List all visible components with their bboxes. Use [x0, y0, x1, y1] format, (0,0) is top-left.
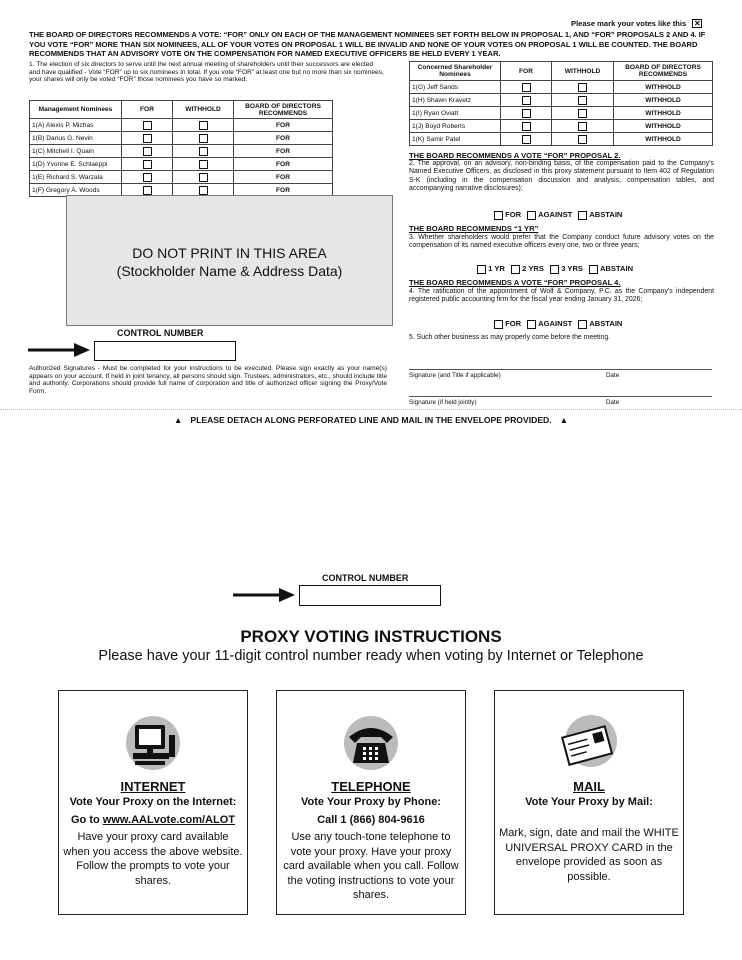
mgmt-nominee-name: 1(B) Darius G. Nevin: [30, 132, 122, 145]
computer-icon: [123, 713, 183, 773]
address-data-label: (Stockholder Name & Address Data): [116, 263, 343, 279]
mail-body: Mark, sign, date and mail the WHITE UNIVERSAL PROXY CARD in the envelope provided as soon as possible.: [499, 827, 679, 883]
mgmt-withhold-cell: [173, 132, 234, 145]
conc-row: [410, 107, 713, 120]
conc-recommendation: WITHHOLD: [614, 120, 713, 133]
mgmt-for-checkbox[interactable]: [143, 160, 152, 169]
concerned-nominees-table: [409, 61, 713, 146]
mgmt-recommendation: FOR: [234, 184, 333, 197]
proposal-4-abstain-checkbox[interactable]: [578, 320, 587, 329]
detach-instruction: [0, 415, 742, 425]
conc-for-checkbox[interactable]: [522, 109, 531, 118]
proposal-3-3yrs-checkbox[interactable]: [550, 265, 559, 274]
mgmt-for-checkbox[interactable]: [143, 134, 152, 143]
telephone-title: TELEPHONE: [331, 779, 411, 794]
internet-url-line: [59, 814, 247, 826]
conc-withhold-cell: [552, 120, 614, 133]
telephone-subtitle: Vote Your Proxy by Phone:: [301, 796, 441, 808]
telephone-body: Use any touch-tone telephone to vote your proxy. Have your proxy card available when you call. Follow the voting instructions to vote your shares.: [283, 831, 459, 901]
proposal-4-head: THE BOARD RECOMMENDS A VOTE “FOR” PROPOSAL 4.: [409, 278, 621, 287]
proposal-4-for-checkbox[interactable]: [494, 320, 503, 329]
signature-2-label: Signature (if held jointly): [409, 399, 477, 406]
proposal-3-text: 3. Whether shareholders would prefer that the Company conduct future advisory votes on the compensation of its named executive officers every one, two or three years;: [409, 234, 714, 250]
mgmt-withhold-checkbox[interactable]: [199, 147, 208, 156]
conc-row: [410, 120, 713, 133]
mgmt-nominee-name: 1(D) Yvonne E. Schlaeppi: [30, 158, 122, 171]
signature-1-date-label: Date: [606, 372, 620, 379]
mgmt-withhold-checkbox[interactable]: [199, 134, 208, 143]
proposal-3-abstain-checkbox[interactable]: [589, 265, 598, 274]
proposal-3-abstain-label: ABSTAIN: [599, 264, 634, 273]
control-number-box-bottom[interactable]: [299, 585, 441, 606]
conc-withhold-cell: [552, 107, 614, 120]
conc-recommendation: WITHHOLD: [614, 107, 713, 120]
proposal-4-text: 4. The ratification of the appointment of Wolf & Company, P.C. as the Company’s independent registered public accounting firm for the fiscal year ending January 31, 2026;: [409, 288, 714, 304]
mgmt-withhold-checkbox[interactable]: [199, 121, 208, 130]
mgmt-for-checkbox[interactable]: [143, 121, 152, 130]
telephone-icon: [341, 713, 401, 773]
mgmt-header-recommends: BOARD OF DIRECTORS RECOMMENDS: [234, 101, 333, 119]
conc-for-cell: [501, 133, 552, 146]
mgmt-row: [30, 171, 333, 184]
detach-text: PLEASE DETACH ALONG PERFORATED LINE AND MAIL IN THE ENVELOPE PROVIDED.: [190, 415, 552, 425]
conc-for-checkbox[interactable]: [522, 122, 531, 131]
mark-example-icon: ✕: [694, 19, 701, 28]
mgmt-recommendation: FOR: [234, 158, 333, 171]
conc-nominee-name: 1(J) Boyd Roberts: [410, 120, 501, 133]
conc-nominee-name: 1(H) Shawn Kravetz: [410, 94, 501, 107]
proposal-3-1yr-label: 1 YR: [488, 264, 505, 273]
proposal-2-for-checkbox[interactable]: [494, 211, 503, 220]
mail-voting-box: [494, 690, 684, 915]
conc-header-recommends: BOARD OF DIRECTORS RECOMMENDS: [614, 62, 713, 81]
address-block-area: [66, 195, 393, 326]
conc-row: [410, 94, 713, 107]
conc-for-cell: [501, 81, 552, 94]
conc-withhold-cell: [552, 133, 614, 146]
conc-header-withhold: WITHHOLD: [552, 62, 614, 81]
proposal-4-against-label: AGAINST: [538, 319, 573, 328]
mgmt-header-for: FOR: [122, 101, 173, 119]
proposal-2-options: [494, 210, 622, 220]
proposal-2-for-label: FOR: [505, 210, 522, 219]
conc-withhold-checkbox[interactable]: [578, 96, 587, 105]
mail-title: MAIL: [573, 779, 605, 794]
proposal-2-against-label: AGAINST: [538, 210, 573, 219]
conc-withhold-checkbox[interactable]: [578, 83, 587, 92]
proposal-5-text: 5. Such other business as may properly come before the meeting.: [409, 334, 611, 341]
control-number-box[interactable]: [94, 341, 236, 361]
proposal-3-3yrs-label: 3 YRS: [561, 264, 583, 273]
mgmt-for-cell: [122, 158, 173, 171]
conc-recommendation: WITHHOLD: [614, 81, 713, 94]
arrow-icon: [233, 588, 295, 607]
up-triangle-icon: ▲: [559, 415, 569, 425]
mgmt-nominee-name: 1(F) Gregory A. Woods: [30, 184, 122, 197]
proposal-4-for-label: FOR: [505, 319, 522, 328]
proposal-2-against-checkbox[interactable]: [527, 211, 536, 220]
internet-voting-box: [58, 690, 248, 915]
conc-recommendation: WITHHOLD: [614, 133, 713, 146]
instructions-title: PROXY VOTING INSTRUCTIONS: [240, 627, 502, 646]
proposal-2-head: THE BOARD RECOMMENDS A VOTE “FOR” PROPOSAL 2.: [409, 151, 621, 160]
mgmt-row: [30, 145, 333, 158]
mgmt-withhold-checkbox[interactable]: [199, 186, 208, 195]
internet-go-to: Go to: [71, 814, 100, 826]
conc-nominee-name: 1(I) Ryan Oviatt: [410, 107, 501, 120]
proposal-4-against-checkbox[interactable]: [527, 320, 536, 329]
mgmt-recommendation: FOR: [234, 145, 333, 158]
mgmt-row: [30, 158, 333, 171]
internet-body: Have your proxy card available when you access the above website. Follow the prompts to vote your shares.: [63, 831, 243, 887]
control-number-label-bottom: CONTROL NUMBER: [322, 573, 409, 583]
conc-for-checkbox[interactable]: [522, 83, 531, 92]
proposal-3-1yr-checkbox[interactable]: [477, 265, 486, 274]
perforation-line: [0, 409, 742, 410]
conc-withhold-cell: [552, 81, 614, 94]
mgmt-recommendation: FOR: [234, 119, 333, 132]
conc-for-cell: [501, 94, 552, 107]
conc-withhold-checkbox[interactable]: [578, 109, 587, 118]
conc-row: [410, 81, 713, 94]
mgmt-row: [30, 119, 333, 132]
proposal-3-2yrs-label: 2 YRS: [522, 264, 544, 273]
mgmt-header-nominees: Management Nominees: [30, 101, 122, 119]
proposal-3-options: [477, 264, 633, 274]
mgmt-withhold-checkbox[interactable]: [199, 160, 208, 169]
conc-row: [410, 133, 713, 146]
proposal-3-head: THE BOARD RECOMMENDS “1 YR”: [409, 224, 539, 233]
proposal-2-abstain-label: ABSTAIN: [589, 210, 623, 219]
mgmt-withhold-cell: [173, 171, 234, 184]
conc-withhold-cell: [552, 94, 614, 107]
conc-withhold-checkbox[interactable]: [578, 135, 587, 144]
mgmt-withhold-cell: [173, 145, 234, 158]
mgmt-nominee-name: 1(E) Richard S. Warzala: [30, 171, 122, 184]
conc-for-checkbox[interactable]: [522, 135, 531, 144]
control-number-label: CONTROL NUMBER: [117, 328, 204, 338]
mgmt-row: [30, 132, 333, 145]
signature-2-date-label: Date: [606, 399, 620, 406]
signature-1-label: Signature (and Title if applicable): [409, 372, 501, 379]
authorized-signatures-text: Authorized Signatures - Must be completed for your instructions to be executed. Please sign exactly as your name(s) appears on your account. If held in joint tenancy, all persons should sign. Trustees, administrators, etc., should include title and authority. Corporations should provide full name of corporation and title of authorized officer signing the Proxy/Vote Form.: [29, 365, 387, 396]
mgmt-for-checkbox[interactable]: [143, 147, 152, 156]
mgmt-nominee-name: 1(A) Alexis P. Michas: [30, 119, 122, 132]
mgmt-for-checkbox[interactable]: [143, 186, 152, 195]
proposal-2-text: 2. The approval, on an advisory, non-binding basis, of the compensation paid to the Company’s Named Executive Officers, as disclosed in this proxy statement pursuant to Item 402 of Regulation S-K (including in the compensation discussion and analysis, compensation tables, and accompanying narrative disclosures);: [409, 160, 714, 193]
telephone-voting-box: [276, 690, 466, 915]
conc-for-cell: [501, 120, 552, 133]
telephone-number[interactable]: Call 1 (866) 804-9616: [317, 814, 425, 826]
management-nominees-table: [29, 100, 333, 197]
conc-header-for: FOR: [501, 62, 552, 81]
mgmt-recommendation: FOR: [234, 132, 333, 145]
proposal-1-text: 1. The election of six directors to serve until the next annual meeting of shareholders until their successors are elected and have qualified - Vote “FOR” up to six nominees in total. If you vote “FOR” at least one but no more than six nominees, your shares will only be voted “FOR” those nominees you have so marked.: [29, 61, 384, 84]
board-header: THE BOARD OF DIRECTORS RECOMMENDS A VOTE: “FOR” ONLY ON EACH OF THE MANAGEMENT NOMINEES SET FORTH BELOW IN PROPOSAL 1, AND “FOR” PROPOSALS 2 AND 4. IF YOU VOTE “FOR” MORE THAN SIX NOMINEES, ALL OF YOUR VOTES ON PROPOSAL 1 WILL BE INVALID AND NONE OF YOUR VOTES ON PROPOSAL 1 WILL BE COUNTED. THE BOARD RECOMMENDS THAT AN ADVISORY VOTE ON THE COMPENSATION FOR NAMED EXECUTIVE OFFICERS BE HELD EVERY 1 YEAR.: [29, 30, 706, 58]
mgmt-for-cell: [122, 171, 173, 184]
proposal-2-abstain-checkbox[interactable]: [578, 211, 587, 220]
up-triangle-icon: ▲: [173, 415, 183, 425]
internet-url-link[interactable]: www.AALvote.com/ALOT: [102, 814, 235, 826]
internet-title: INTERNET: [120, 779, 186, 794]
conc-recommendation: WITHHOLD: [614, 94, 713, 107]
do-not-print-label: DO NOT PRINT IN THIS AREA: [132, 245, 327, 261]
conc-for-cell: [501, 107, 552, 120]
proposal-4-options: [494, 319, 622, 329]
mgmt-withhold-cell: [173, 119, 234, 132]
proposal-3-2yrs-checkbox[interactable]: [511, 265, 520, 274]
mail-subtitle: Vote Your Proxy by Mail:: [525, 796, 653, 808]
conc-withhold-checkbox[interactable]: [578, 122, 587, 131]
signature-line-1[interactable]: [409, 369, 712, 370]
internet-subtitle: Vote Your Proxy on the Internet:: [69, 796, 237, 808]
instructions-subtitle: Please have your 11-digit control number ready when voting by Internet or Telephone: [98, 648, 644, 664]
mgmt-nominee-name: 1(C) Mitchell I. Quain: [30, 145, 122, 158]
mail-envelope-icon: [559, 713, 619, 773]
conc-nominee-name: 1(K) Samir Patel: [410, 133, 501, 146]
mgmt-for-cell: [122, 119, 173, 132]
conc-for-checkbox[interactable]: [522, 96, 531, 105]
signature-line-2[interactable]: [409, 396, 712, 397]
arrow-icon: [28, 343, 90, 362]
mgmt-for-cell: [122, 145, 173, 158]
proposal-4-abstain-label: ABSTAIN: [589, 319, 623, 328]
mgmt-for-cell: [122, 132, 173, 145]
mgmt-header-withhold: WITHHOLD: [173, 101, 234, 119]
conc-header-nominees: Concerned Shareholder Nominees: [410, 62, 501, 81]
mgmt-withhold-cell: [173, 158, 234, 171]
mark-votes-label: Please mark your votes like this: [571, 19, 687, 28]
mgmt-for-checkbox[interactable]: [143, 173, 152, 182]
mgmt-withhold-checkbox[interactable]: [199, 173, 208, 182]
mgmt-recommendation: FOR: [234, 171, 333, 184]
conc-nominee-name: 1(G) Jeff Sands: [410, 81, 501, 94]
mark-votes-instruction: [571, 19, 702, 29]
